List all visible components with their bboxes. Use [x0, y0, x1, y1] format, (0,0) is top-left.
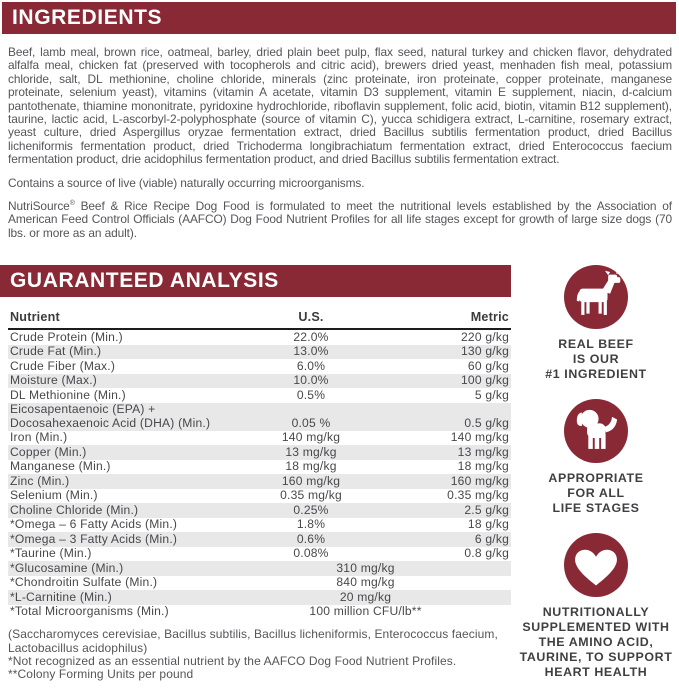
- table-row: [8, 445, 511, 460]
- badge-caption: [545, 337, 646, 382]
- table-row: [8, 532, 511, 547]
- nutrient-name: Moisture (Max.): [10, 373, 97, 388]
- table-row: [8, 329, 511, 345]
- nutrient-name: *Omega – 3 Fatty Acids (Min.): [10, 531, 178, 546]
- table-row: [8, 474, 511, 489]
- us-value: 13 mg/kg: [285, 444, 337, 459]
- table-row: [8, 345, 511, 360]
- metric-value: 13 mg/kg: [457, 444, 509, 459]
- table-row: [8, 431, 511, 446]
- us-value: 22.0%: [293, 329, 329, 344]
- badge-line: THE AMINO ACID,: [538, 635, 654, 650]
- table-row: [8, 388, 511, 403]
- table-row: [8, 503, 511, 518]
- us-value: 6.0%: [296, 358, 326, 373]
- table-row: [8, 576, 511, 591]
- aafco-statement-text: Beef & Rice Recipe Dog Food is formulated to meet the nutritional levels established by the Association of American Feed Control Officials (AAFCO) Dog Food Nutrient Profiles for all life stages except for growth of large size dogs (70 lbs. or more as an adult).: [8, 199, 672, 240]
- us-value: 13.0%: [293, 344, 329, 359]
- metric-value: 0.35 mg/kg: [447, 488, 509, 503]
- guaranteed-analysis-table: [8, 309, 511, 619]
- footnotes: [8, 628, 513, 681]
- table-row: [8, 403, 511, 431]
- badge-line: HEART HEALTH: [544, 665, 648, 680]
- metric-value: 0.8 g/kg: [464, 546, 509, 561]
- metric-value: 140 mg/kg: [450, 430, 509, 445]
- metric-value: 100 g/kg: [461, 373, 509, 388]
- us-value: 0.05 %: [291, 415, 331, 430]
- table-row: [8, 605, 511, 620]
- column-header-nutrient: Nutrient: [8, 309, 250, 329]
- nutrient-name: DL Methionine (Min.): [10, 387, 126, 402]
- combined-value: 310 mg/kg: [336, 560, 395, 575]
- nutrient-name: *Total Microorganisms (Min.): [10, 604, 169, 619]
- badge-line: #1 INGREDIENT: [545, 367, 647, 382]
- badge-life-stages: [548, 399, 643, 516]
- badge-column: [513, 265, 679, 697]
- heart-icon: [564, 533, 628, 597]
- nutrient-name: Manganese (Min.): [10, 459, 111, 474]
- us-value: 0.08%: [293, 546, 329, 561]
- badge-line: SUPPLEMENTED WITH: [522, 620, 670, 635]
- table-row: [8, 359, 511, 374]
- us-value: 0.5%: [296, 387, 326, 402]
- nutrient-name: Choline Chloride (Min.): [10, 502, 139, 517]
- nutrient-name: Eicosapentaenoic (EPA) + Docosahexaenoic Acid (DHA) (Min.): [10, 402, 211, 430]
- metric-value: 18 mg/kg: [457, 459, 509, 474]
- combined-value: 840 mg/kg: [336, 575, 395, 590]
- dog-icon: [564, 399, 628, 463]
- nutrient-name: *Glucosamine (Min.): [10, 560, 124, 575]
- nutrient-name: Copper (Min.): [10, 444, 87, 459]
- metric-value: 160 mg/kg: [450, 473, 509, 488]
- us-value: 0.35 mg/kg: [280, 488, 342, 503]
- badge-line: APPROPRIATE: [548, 471, 644, 486]
- us-value: 0.25%: [293, 502, 329, 517]
- badge-line: LIFE STAGES: [552, 501, 640, 516]
- lower-columns: [0, 265, 679, 697]
- metric-value: 60 g/kg: [467, 358, 509, 373]
- nutrient-name: *Omega – 6 Fatty Acids (Min.): [10, 517, 178, 532]
- table-row: [8, 374, 511, 389]
- registered-mark: ®: [69, 200, 75, 208]
- footnote-cfu: **Colony Forming Units per pound: [8, 667, 194, 682]
- nutrient-name: Zinc (Min.): [10, 473, 70, 488]
- nutrient-name: *Chondroitin Sulfate (Min.): [10, 575, 158, 590]
- nutrient-name: *Taurine (Min.): [10, 546, 92, 561]
- badge-line: TAURINE, TO SUPPORT: [519, 650, 673, 665]
- us-value: 10.0%: [293, 373, 329, 388]
- table-row: [8, 460, 511, 475]
- badge-caption: [520, 605, 673, 680]
- nutrient-name: Crude Fat (Min.): [10, 344, 102, 359]
- table-row: [8, 518, 511, 533]
- table-row: [8, 590, 511, 605]
- badge-real-beef: [545, 265, 646, 382]
- badge-caption: [548, 471, 643, 516]
- nutrient-name: Iron (Min.): [10, 430, 68, 445]
- badge-line: REAL BEEF: [558, 337, 634, 352]
- analysis-header-bar: [0, 265, 511, 297]
- analysis-column: [0, 265, 513, 697]
- metric-value: 220 g/kg: [461, 329, 509, 344]
- metric-value: 2.5 g/kg: [464, 502, 509, 517]
- table-header-row: [8, 309, 511, 329]
- aafco-statement: [8, 197, 672, 240]
- us-value: 1.8%: [296, 517, 326, 532]
- footnote-not-recognized: *Not recognized as an essential nutrient by the AAFCO Dog Food Nutrient Profiles.: [8, 653, 457, 668]
- nutrient-name: Selenium (Min.): [10, 488, 98, 503]
- metric-value: 130 g/kg: [461, 344, 509, 359]
- nutrient-name: Crude Protein (Min.): [10, 329, 123, 344]
- combined-value: 20 mg/kg: [339, 589, 392, 604]
- cow-icon: [564, 265, 628, 329]
- us-value: 18 mg/kg: [285, 459, 337, 474]
- metric-value: 6 g/kg: [474, 531, 509, 546]
- us-value: 160 mg/kg: [281, 473, 341, 488]
- table-row: [8, 547, 511, 562]
- badge-line: NUTRITIONALLY: [542, 605, 650, 620]
- nutrient-name: Crude Fiber (Max.): [10, 358, 116, 373]
- metric-value: 5 g/kg: [474, 387, 509, 402]
- nutrient-name: *L-Carnitine (Min.): [10, 589, 112, 604]
- badge-heart-health: [520, 533, 673, 680]
- ingredients-paragraph: Beef, lamb meal, brown rice, oatmeal, barley, dried plain beet pulp, flax seed, natural turkey and chicken flavor, dehydrated alfalfa meal, chicken fat (preserved with tocopherols and citric acid), brewers dried yeast, menhaden fish meal, potassium chloride, salt, DL methionine, choline chloride, minerals (zinc proteinate, iron proteinate, copper proteinate, manganese proteinate, selenium yeast), vitamins (vitamin A acetate, vitamin D3 supplement, vitamin E supplement, niacin, d-calcium pantothenate, thiamine mononitrate, pyridoxine hydrochloride, riboflavin supplement, folic acid, biotin, vitamin B12 supplement), taurine, lactic acid, L-ascorbyl-2-polyphosphate (source of vitamin C), yucca schidigera extract, L-carnitine, rosemary extract, yeast culture, dried Aspergillus oryzae fermentation extract, dried Bacillus subtilis fermentation product, dried Bacillus licheniformis fermentation product, dried Trichoderma longibrachiatum fermentation extract, dried Enterococcus faecium fermentation product, drie acidophilus fermentation product, and dried Bacillus subtilis fermentation extract.: [8, 45, 672, 167]
- column-header-us: U.S.: [250, 309, 372, 329]
- table-row: [8, 561, 511, 576]
- metric-value: 0.5 g/kg: [464, 415, 509, 430]
- badge-line: IS OUR: [572, 352, 620, 367]
- us-value: 140 mg/kg: [281, 430, 341, 445]
- combined-value: 100 million CFU/lb**: [309, 604, 422, 619]
- contains-note: Contains a source of live (viable) naturally occurring microorganisms.: [8, 175, 365, 190]
- badge-line: FOR ALL: [567, 486, 625, 501]
- footnote-microorganism-list: (Saccharomyces cerevisiae, Bacillus subtilis, Bacillus licheniformis, Enterococcus faecium, Lactobacillus acidophilus): [8, 627, 498, 655]
- ingredients-header-bar: [2, 2, 676, 34]
- analysis-title: GUARANTEED ANALYSIS: [10, 269, 279, 293]
- ingredients-title: INGREDIENTS: [12, 6, 163, 29]
- product-label: [0, 2, 679, 682]
- brand-name: NutriSource: [8, 199, 70, 214]
- column-header-metric: Metric: [372, 309, 511, 329]
- metric-value: 18 g/kg: [467, 517, 509, 532]
- us-value: 0.6%: [296, 531, 326, 546]
- table-row: [8, 489, 511, 504]
